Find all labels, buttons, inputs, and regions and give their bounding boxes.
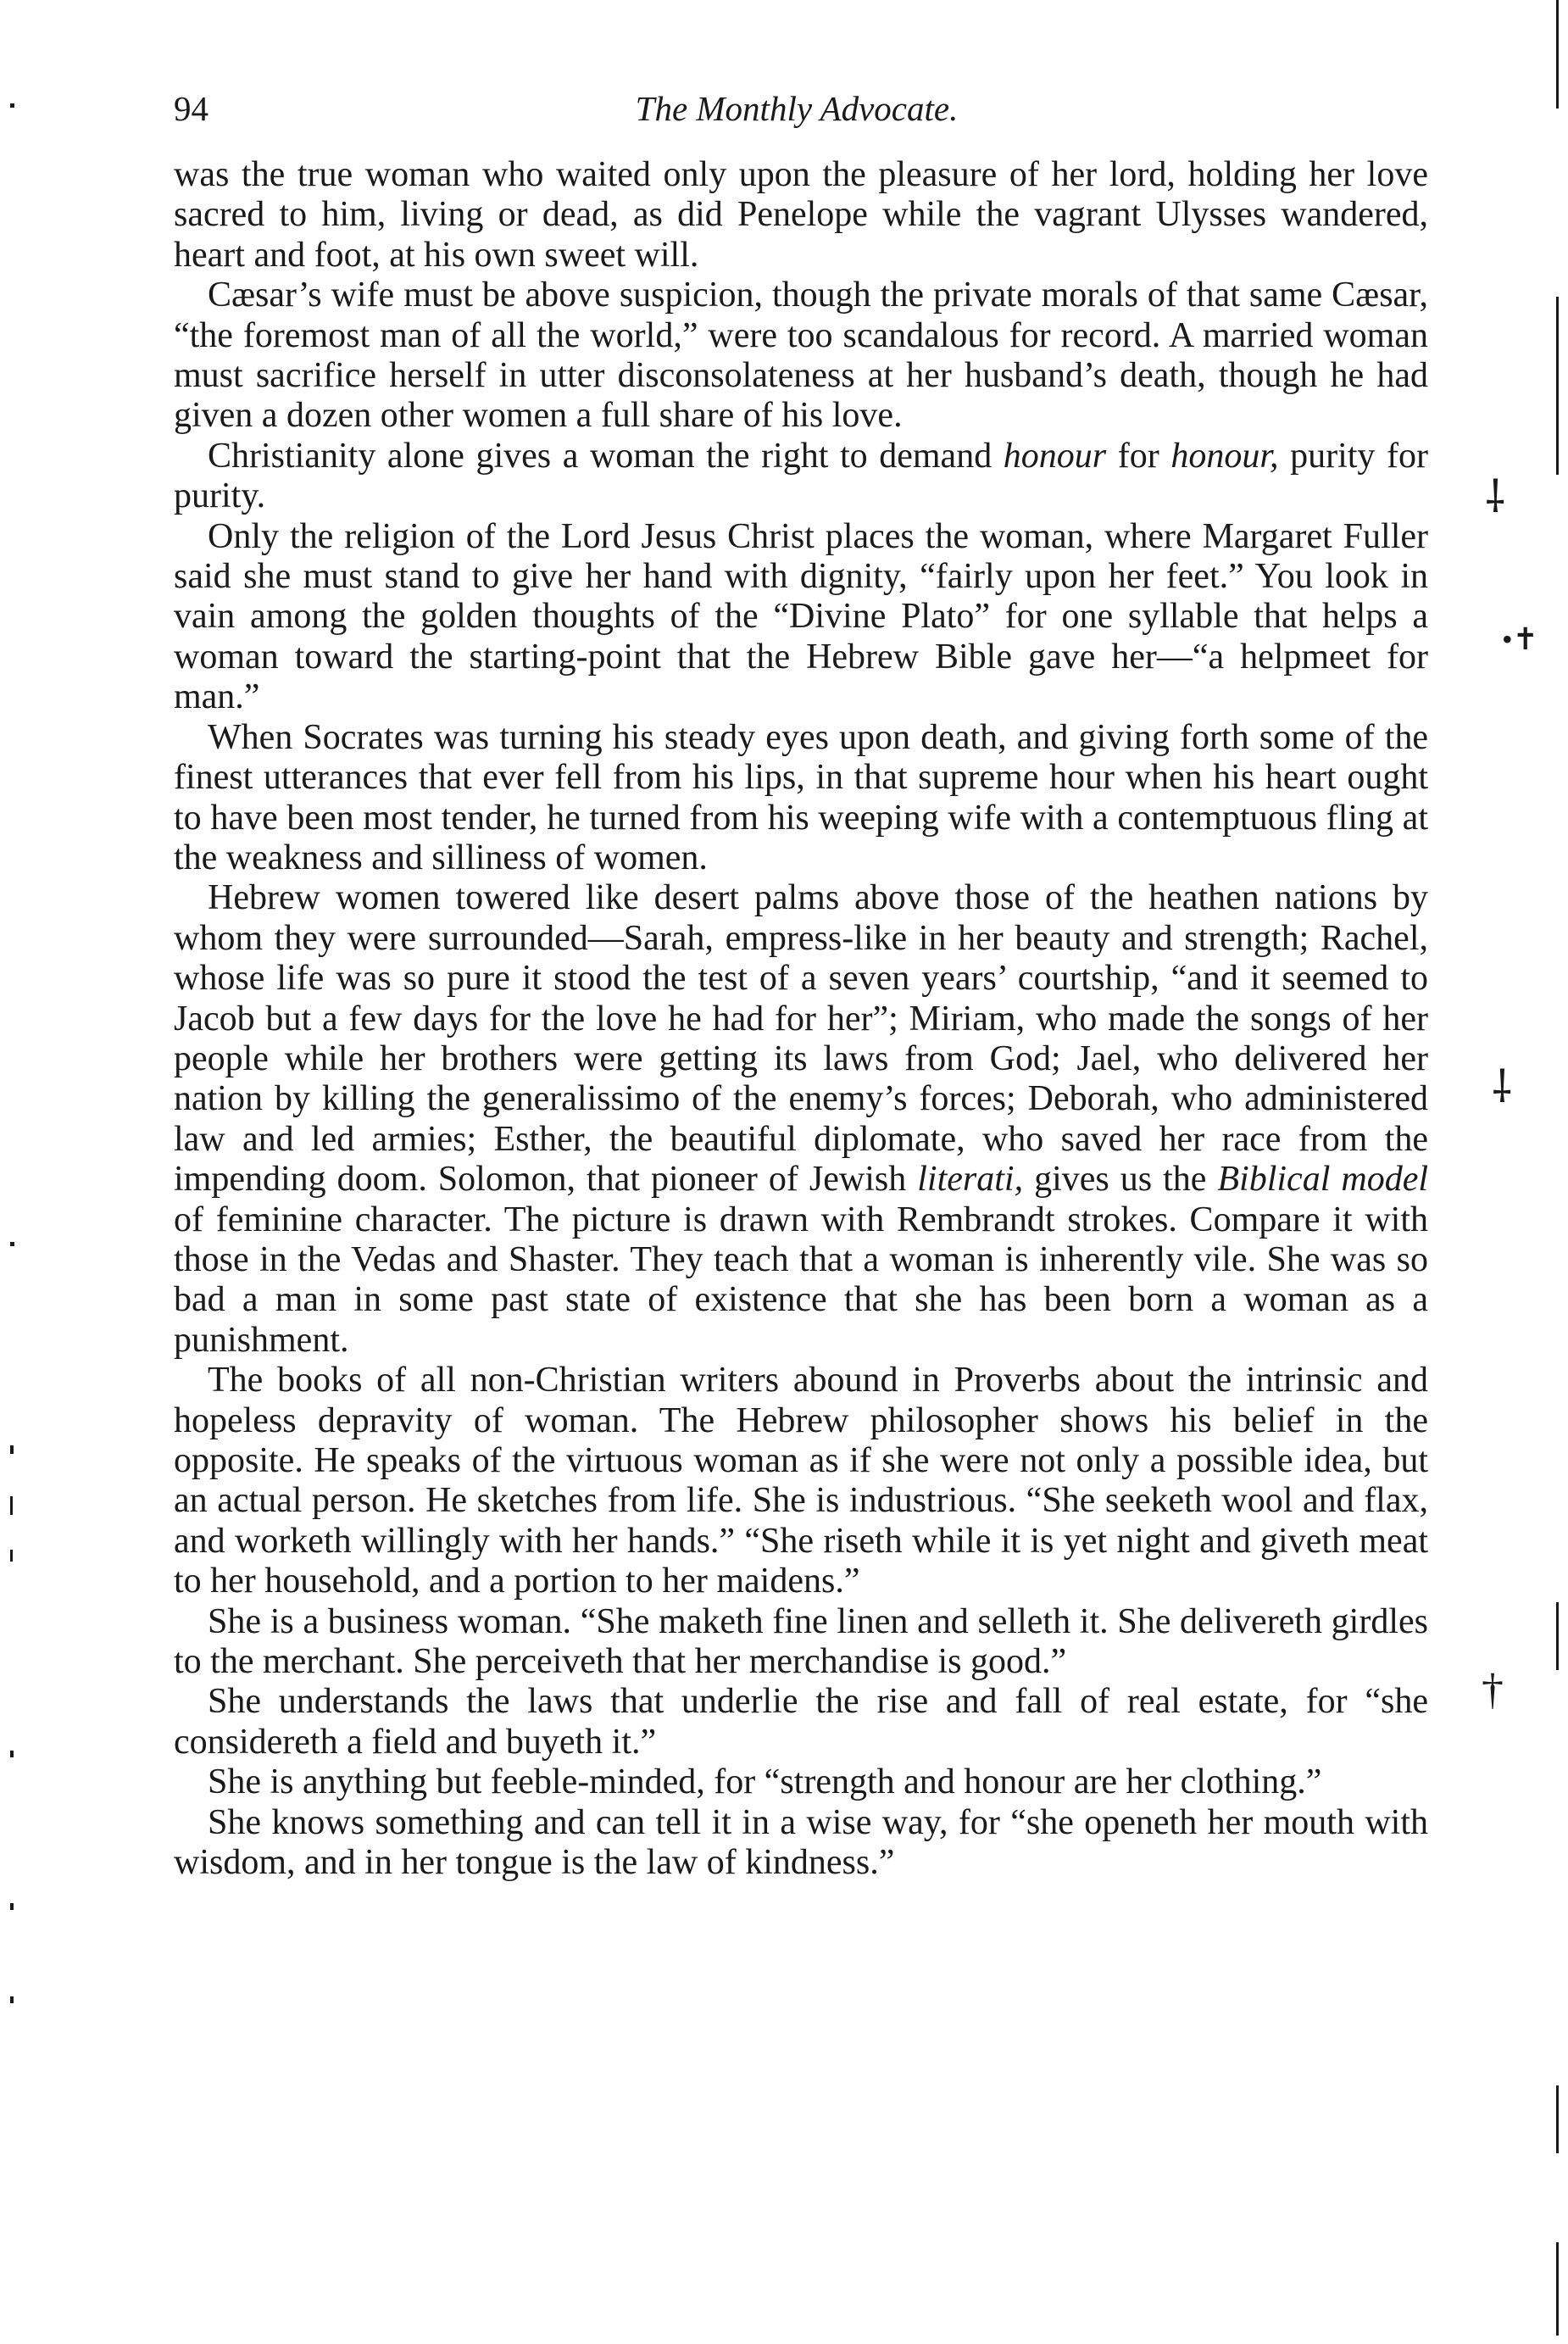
paragraph bbox=[174, 1803, 1428, 1884]
text-run: She is a business woman. “She maketh fine linen and selleth it. She delivereth girdles to the merchant. She perceiveth that her merchandise is good.” bbox=[174, 1601, 1428, 1682]
text-run: was the true woman who waited only upon the pleasure of her lord, holding her love sacred to him, living or dead, as did Penelope while the vagrant Ulysses wandered, heart and foot, at his own sweet will. bbox=[174, 155, 1428, 275]
text-run: Christianity alone gives a woman the right to demand bbox=[208, 436, 1004, 476]
text-run: She knows something and can tell it in a wise way, for “she openeth her mouth with wisdom, and in her tongue is the law of kindness.” bbox=[174, 1802, 1428, 1883]
margin-mark: ⸸ bbox=[1492, 1064, 1513, 1112]
paragraph bbox=[174, 1682, 1428, 1762]
margin-rule bbox=[1556, 2242, 1559, 2336]
margin-rule bbox=[1556, 2085, 1559, 2153]
margin-dot bbox=[10, 1550, 13, 1562]
text-run: Hebrew women towered like desert palms above those of the heathen nations by whom they were surrounded—Sarah, empress-like in her beauty and strength; Rachel, whose life was so pure it stood the test of a seven years’ courtship, “and it seemed to Jacob but a few days for the love he had for her”; Miriam, who made the songs of her people while her brothers were getting its laws from God; Jael, who delivered her nation by killing the generalissimo of the enemy’s forces; Deborah, who administered law and led armies; Esther, the beautiful diplomate, who saved her race from the impending doom. Solomon, that pioneer of Jewish bbox=[174, 878, 1428, 1200]
article-body bbox=[174, 155, 1428, 1883]
margin-dot bbox=[10, 1242, 14, 1246]
paragraph bbox=[174, 1602, 1428, 1683]
text-run: purity for purity. bbox=[174, 436, 1428, 516]
margin-dot bbox=[10, 1903, 14, 1910]
text-run: She understands the laws that underlie the rise and fall of real estate, for “she considereth a field and buyeth it.” bbox=[174, 1682, 1428, 1762]
paragraph bbox=[174, 437, 1428, 517]
text-run: Only the religion of the Lord Jesus Christ places the woman, where Margaret Fuller said she must stand to give her hand with dignity, “fairly upon her feet.” You look in vain among the golden thoughts of the “Divine Plato” for one syllable that helps a woman toward the starting-point that the Hebrew Bible gave her—“a helpmeet for man.” bbox=[174, 516, 1428, 717]
italic-text: honour, bbox=[1170, 436, 1279, 476]
margin-dot bbox=[10, 1996, 14, 2003]
text-run: When Socrates was turning his steady eyes upon death, and giving forth some of the finest utterances that ever fell from his lips, in that supreme hour when his heart ought to have been most tender, he turned from his weeping wife with a contemptuous fling at the weakness and silliness of women. bbox=[174, 717, 1428, 877]
margin-mark: † bbox=[1482, 1666, 1504, 1714]
paragraph bbox=[174, 1762, 1428, 1802]
journal-title: The Monthly Advocate. bbox=[635, 89, 959, 128]
text-run: Cæsar’s wife must be above suspicion, though the private morals of that same Cæsar, “the foremost man of all the world,” were too scandalous for record. A married woman must sacrifice herself in utter disconsolateness at her husband’s death, though he had given a dozen other women a full share of his love. bbox=[174, 276, 1428, 436]
paragraph bbox=[174, 718, 1428, 879]
margin-rule bbox=[1556, 297, 1559, 475]
margin-mark: ⸸ bbox=[1485, 474, 1506, 522]
paragraph bbox=[174, 517, 1428, 718]
paragraph bbox=[174, 155, 1428, 276]
margin-dot bbox=[10, 103, 14, 108]
margin-rule bbox=[1556, 0, 1559, 109]
margin-dot bbox=[10, 1496, 13, 1515]
italic-text: Biblical model bbox=[1217, 1160, 1429, 1200]
margin-mark: •✝ bbox=[1502, 622, 1538, 656]
italic-text: honour bbox=[1003, 436, 1107, 476]
margin-rule bbox=[1556, 1602, 1559, 1670]
margin-dot bbox=[10, 1751, 14, 1757]
text-run: for bbox=[1106, 436, 1171, 476]
text-run: of feminine character. The picture is drawn with Rembrandt strokes. Compare it with those in the Vedas and Shaster. They teach that a woman is inherently vile. She was so bad a man in some past state of existence that she has been born a woman as a punishment. bbox=[174, 1200, 1428, 1360]
paragraph bbox=[174, 878, 1428, 1361]
paragraph bbox=[174, 1361, 1428, 1601]
margin-dot bbox=[10, 1445, 14, 1454]
text-run: The books of all non-Christian writers abound in Proverbs about the intrinsic and hopeless depravity of woman. The Hebrew philosopher shows his belief in the opposite. He speaks of the virtuous woman as if she were not only a possible idea, but an actual person. He sketches from life. She is industrious. “She seeketh wool and flax, and worketh willingly with her hands.” “She riseth while it is yet night and giveth meat to her household, and a portion to her maidens.” bbox=[174, 1361, 1428, 1601]
italic-text: literati, bbox=[917, 1160, 1024, 1200]
text-run: gives us the bbox=[1023, 1160, 1218, 1200]
text-run: She is anything but feeble-minded, for “strength and honour are her clothing.” bbox=[208, 1762, 1322, 1802]
page-number: 94 bbox=[174, 89, 209, 128]
running-head bbox=[174, 83, 1420, 134]
paragraph bbox=[174, 276, 1428, 437]
